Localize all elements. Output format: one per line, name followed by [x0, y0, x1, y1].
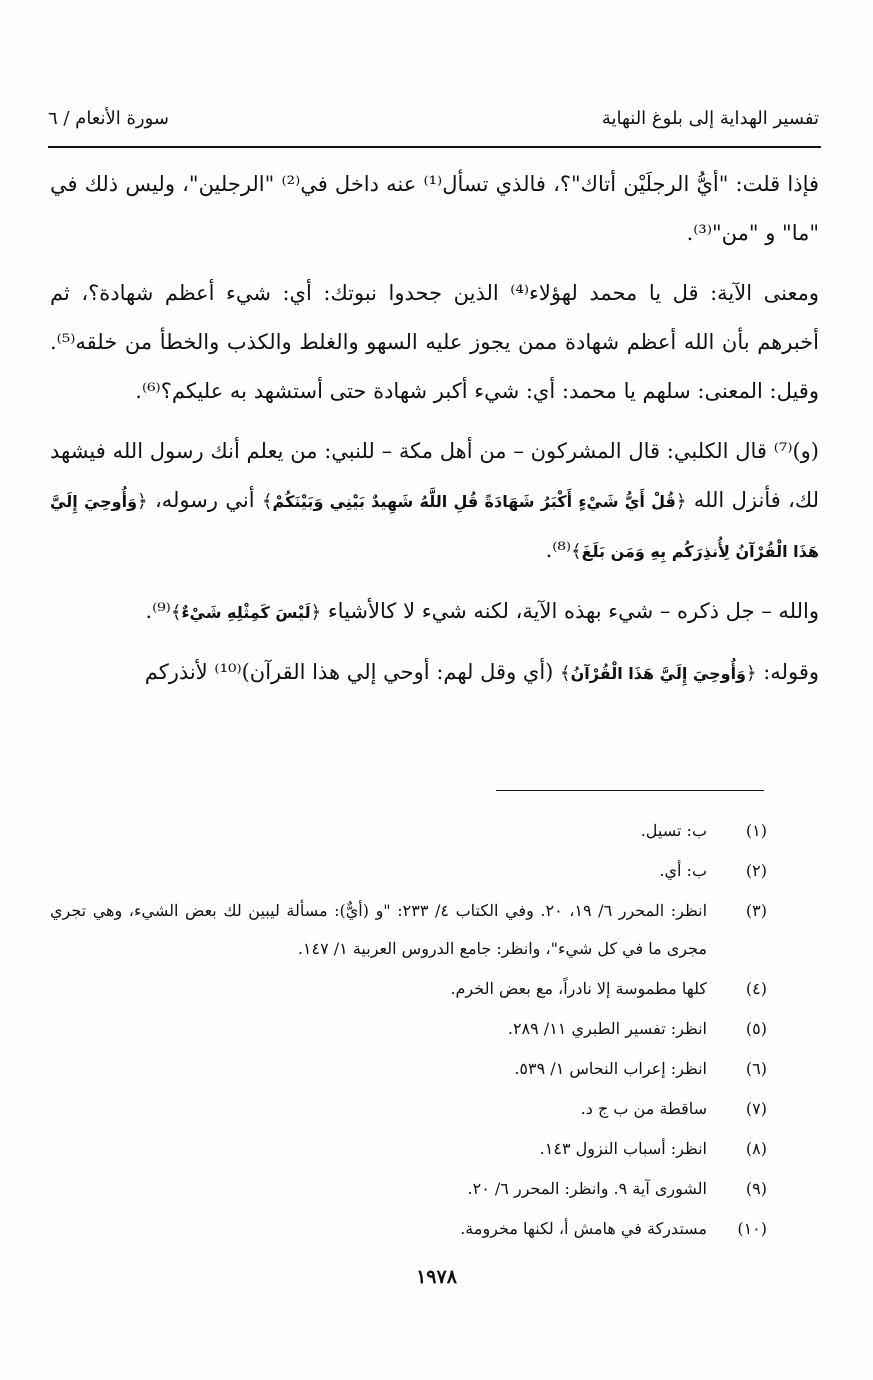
footnote-number: (٨) — [745, 1139, 767, 1158]
paragraph-4-end: ⁽⁹⁾. — [145, 599, 171, 623]
quran-verse-4: وَأُوحِيَ إِلَيَّ هَذَا الْقُرْآنُ — [570, 664, 746, 683]
verse-close-brace: ﴾ — [571, 541, 582, 562]
paragraph-2: ومعنى الآية: قل يا محمد لهؤلاء⁽⁴⁾ الذين جحدوا نبوتك: أي: شيء أعظم شهادة؟، ثم أخبرهم بأن الله أعظم شهادة ممن يجوز عليه السهو والغلط والكذب والخطأ من خلقه⁽⁵⁾. وقيل: المعنى: سلهم يا محمد: أي: شيء أكبر شهادة حتى أستشهد به عليكم؟⁽⁶⁾. — [50, 281, 819, 403]
surah-label: سورة الأنعام / ٦ — [48, 108, 169, 129]
footnote-number: (٤) — [745, 979, 767, 998]
footnote-text: ب: أي. — [659, 861, 707, 880]
paragraph-5 — [50, 648, 819, 698]
footnote-text: ب: تسيل. — [640, 821, 707, 840]
footnote-item — [50, 892, 767, 968]
footnote-text: كلها مطموسة إلا نادراً، مع بعض الخرم. — [450, 979, 707, 998]
main-text — [50, 160, 819, 709]
quran-verse-1: قُلْ أَيُّ شَيْءٍ أَكْبَرُ شَهَادَةً قُلِ اللَّهُ شَهِيدٌ بَيْنِي وَبَيْنَكُمْ — [272, 492, 676, 511]
footnote-item — [50, 1130, 767, 1168]
paragraph-5-end: (أي وقل لهم: أوحي إلي هذا القرآن)⁽¹⁰⁾ لأنذركم — [144, 660, 554, 684]
footnote-text: ساقطة من ب ج د. — [580, 1099, 707, 1118]
footnote-text: الشورى آية ٩. وانظر: المحرر ٦/ ٢٠. — [467, 1179, 707, 1198]
verse-open-brace: ﴿ — [675, 491, 687, 512]
book-title: تفسير الهداية إلى بلوغ النهاية — [601, 108, 819, 129]
paragraph-3-middle: أني رسوله، — [154, 488, 255, 512]
footnote-item — [50, 970, 767, 1008]
page-number: ١٩٧٨ — [416, 1266, 457, 1288]
footnote-text: انظر: تفسير الطبري ١١/ ٢٨٩. — [507, 1019, 707, 1038]
verse-close-brace: ﴾ — [170, 602, 182, 623]
footnote-number: (٦) — [745, 1059, 767, 1078]
verse-open-brace: ﴿ — [137, 491, 148, 512]
paragraph-1: فإذا قلت: "أيُّ الرجلَيْن أتاك"؟، فالذي تسأل⁽¹⁾ عنه داخل في⁽²⁾ "الرجلين"، وليس ذلك في "ما" و "من"⁽³⁾. — [50, 172, 820, 245]
footnote-rule — [496, 790, 764, 791]
footnote-number: (١٠) — [737, 1219, 767, 1238]
footnote-text: انظر: أسباب النزول ١٤٣. — [539, 1139, 707, 1158]
verse-close-brace: ﴾ — [261, 491, 273, 512]
header-rule — [48, 146, 821, 148]
paragraph-3-intro: (و)⁽⁷⁾ قال الكلبي: قال المشركون – من أهل مكة – للنبي: من يعلم أنك رسول الله فيشهد لك، فأنزل الله — [50, 439, 820, 512]
quran-verse-3: لَيْسَ كَمِثْلِهِ شَيْءٌ — [181, 603, 311, 622]
footnote-item — [50, 1210, 767, 1248]
footnote-number: (٢) — [745, 861, 767, 880]
paragraph-3-end: ⁽⁸⁾. — [545, 538, 572, 562]
footnote-number: (٥) — [745, 1019, 767, 1038]
paragraph-3 — [50, 427, 819, 576]
paragraph-5-intro: وقوله: — [763, 660, 819, 684]
running-header — [48, 108, 819, 144]
footnote-text: انظر: إعراب النحاس ١/ ٥٣٩. — [514, 1059, 707, 1078]
footnote-text: انظر: المحرر ٦/ ١٩، ٢٠. وفي الكتاب ٤/ ٢٣٣: "و (أيٌّ): مسألة ليبين لك بعض الشيء، وهي تجري مجرى ما في كل شيء"، وانظر: جامع الدروس العربية ١/ ١٤٧. — [50, 901, 708, 958]
footnote-number: (١) — [745, 821, 767, 840]
footnote-number: (٣) — [745, 901, 767, 920]
paragraph-4-intro: والله – جل ذكره – شيء بهذه الآية، لكنه شيء لا كالأشياء — [327, 599, 819, 623]
footnote-item — [50, 852, 767, 890]
verse-open-brace: ﴿ — [746, 663, 757, 684]
paragraph-4 — [50, 587, 819, 637]
footnote-item — [50, 1170, 767, 1208]
footnotes — [50, 812, 767, 1250]
footnote-item — [50, 1050, 767, 1088]
footnote-number: (٧) — [745, 1099, 767, 1118]
footnote-text: مستدركة في هامش أ، لكنها مخرومة. — [460, 1219, 707, 1238]
footnote-number: (٩) — [745, 1179, 767, 1198]
footnote-item — [50, 1090, 767, 1128]
footnote-item — [50, 1010, 767, 1048]
verse-open-brace: ﴿ — [310, 602, 322, 623]
quran-verse-2: وَأُوحِيَ إِلَيَّ هَذَا الْقُرْآنُ لِأُنذِرَكُم بِهِ وَمَن بَلَغَ — [50, 492, 819, 561]
verse-close-brace: ﴾ — [560, 663, 571, 684]
footnote-item — [50, 812, 767, 850]
